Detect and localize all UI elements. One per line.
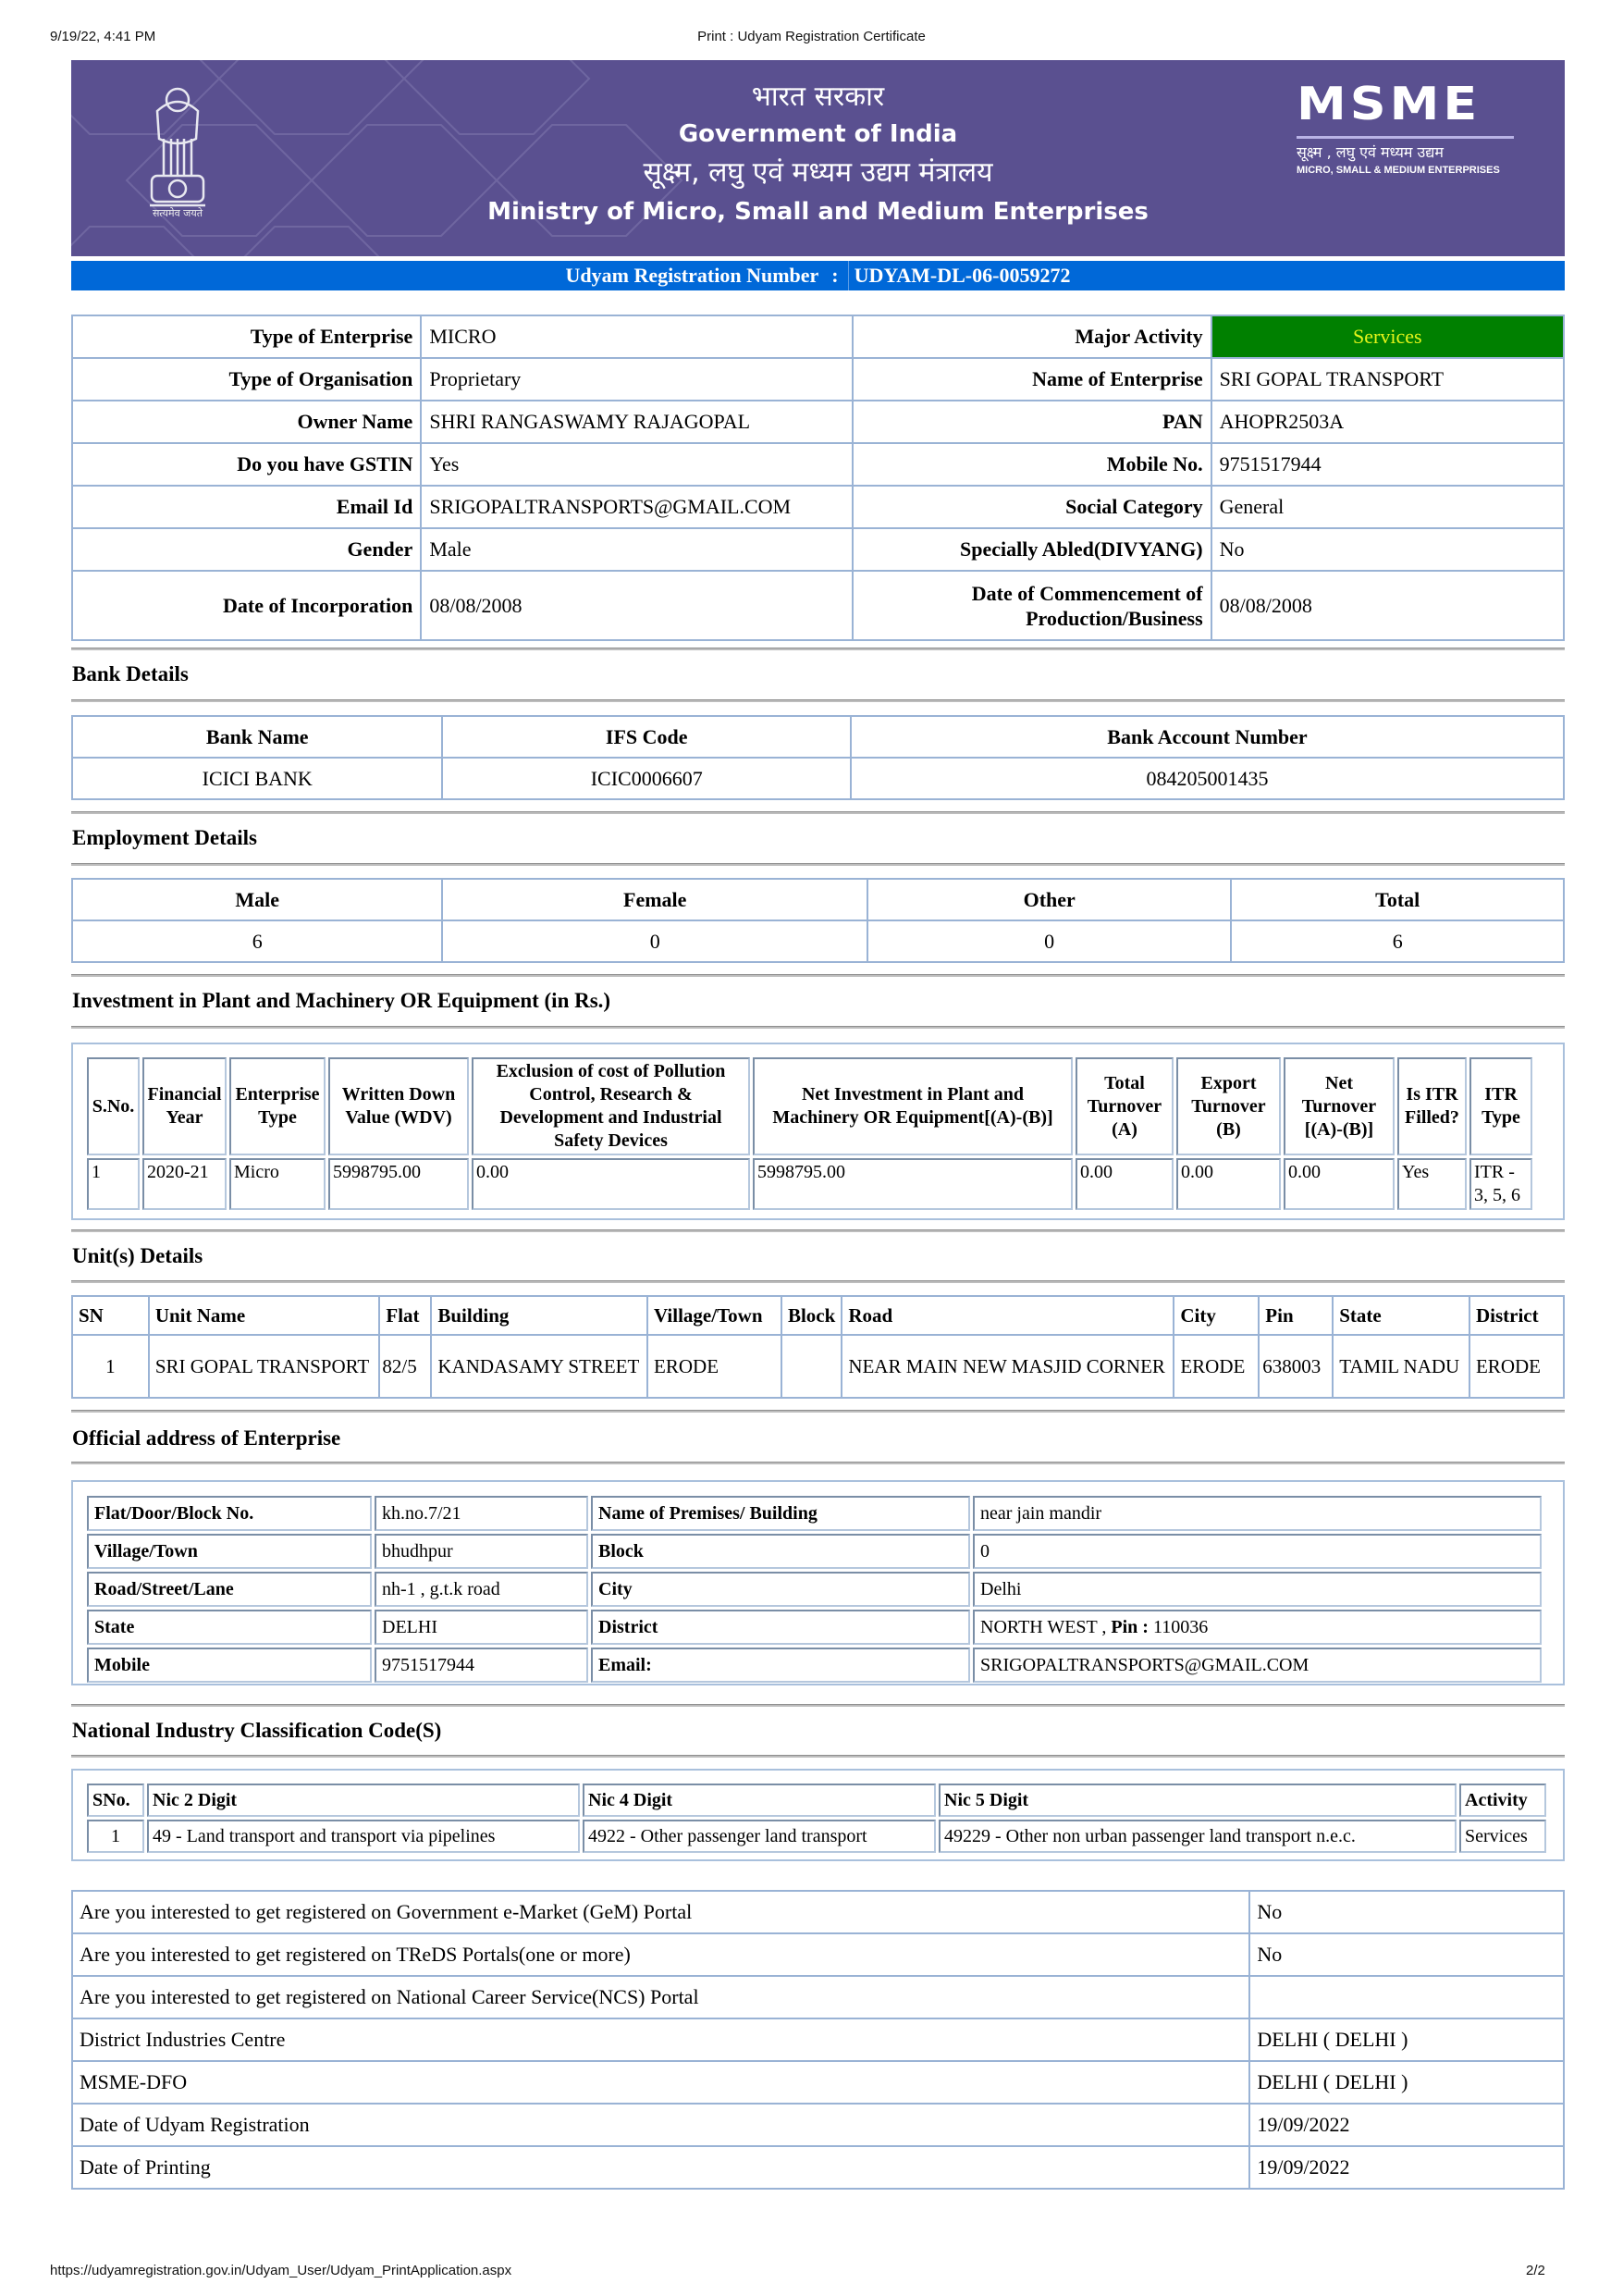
field-value: MICRO xyxy=(421,315,853,358)
field-label: Name of Enterprise xyxy=(853,358,1211,401)
column-header: Bank Name xyxy=(72,716,442,758)
banner-hindi-title: भारत सरकार xyxy=(751,80,885,113)
female-count: 0 xyxy=(442,920,867,962)
field-label: Email: xyxy=(591,1648,970,1683)
divider xyxy=(71,863,1565,866)
table-row xyxy=(87,1820,1546,1853)
table-row xyxy=(72,358,1564,401)
field-label: District xyxy=(591,1610,970,1645)
print-url: https://udyamregistration.gov.in/Udyam_User/Udyam_PrintApplication.aspx xyxy=(50,2263,512,2278)
pin-label: Pin : xyxy=(1111,1616,1149,1637)
cell-itr-filed: Yes xyxy=(1397,1158,1467,1210)
question-label: Are you interested to get registered on National Career Service(NCS) Portal xyxy=(72,1976,1249,2018)
field-value: Proprietary xyxy=(421,358,853,401)
section-title-units: Unit(s) Details xyxy=(72,1244,203,1267)
field-value: 9751517944 xyxy=(375,1648,588,1683)
section-title-employment: Employment Details xyxy=(72,826,257,849)
divider xyxy=(71,1410,1565,1413)
cell-block xyxy=(781,1335,842,1398)
field-label: MSME-DFO xyxy=(72,2061,1249,2104)
column-header: Building xyxy=(431,1296,647,1335)
cell-sno: 1 xyxy=(87,1158,140,1210)
table-header-row xyxy=(72,716,1564,758)
cell-activity: Services xyxy=(1459,1820,1546,1853)
official-address-table xyxy=(84,1493,1544,1685)
pin-value: 110036 xyxy=(1148,1616,1209,1637)
enterprise-details-table xyxy=(71,315,1565,641)
cell-building: KANDASAMY STREET xyxy=(431,1335,647,1398)
district-value: NORTH WEST , xyxy=(980,1616,1112,1637)
registration-number: UDYAM-DL-06-0059272 xyxy=(854,264,1071,287)
cell-city: ERODE xyxy=(1174,1335,1259,1398)
field-label: Date of Printing xyxy=(72,2146,1249,2189)
field-value: SHRI RANGASWAMY RAJAGOPAL xyxy=(421,401,853,443)
column-header: Is ITR Filled? xyxy=(1397,1057,1467,1155)
column-header: Flat xyxy=(379,1296,431,1335)
field-label: Road/Street/Lane xyxy=(87,1572,372,1607)
divider xyxy=(71,1755,1565,1758)
column-header: ITR Type xyxy=(1469,1057,1532,1155)
cell-itr-type: ITR - 3, 5, 6 xyxy=(1469,1158,1532,1210)
field-value: Male xyxy=(421,528,853,571)
column-header: State xyxy=(1333,1296,1469,1335)
banner-english-ministry: Ministry of Micro, Small and Medium Enterprises xyxy=(487,198,1149,226)
msme-logo-english: MICRO, SMALL & MEDIUM ENTERPRISES xyxy=(1297,165,1500,176)
registration-label: Udyam Registration Number xyxy=(565,264,819,287)
divider xyxy=(71,1229,1565,1232)
cell-district: ERODE xyxy=(1469,1335,1564,1398)
table-row xyxy=(72,1891,1564,1933)
cell-export-turnover: 0.00 xyxy=(1176,1158,1281,1210)
field-label: Mobile xyxy=(87,1648,372,1683)
column-header: City xyxy=(1174,1296,1259,1335)
field-value: 0 xyxy=(973,1534,1542,1569)
cell-financial-year: 2020-21 xyxy=(142,1158,227,1210)
print-title: Print : Udyam Registration Certificate xyxy=(697,29,926,44)
column-header: Road xyxy=(842,1296,1174,1335)
table-row xyxy=(72,486,1564,528)
divider xyxy=(71,648,1565,650)
page-number: 2/2 xyxy=(1526,2263,1545,2278)
field-value: SRIGOPALTRANSPORTS@GMAIL.COM xyxy=(973,1648,1542,1683)
column-header: SNo. xyxy=(87,1784,144,1817)
column-header: Nic 5 Digit xyxy=(939,1784,1457,1817)
column-header: Female xyxy=(442,879,867,920)
question-label: Are you interested to get registered on Government e-Market (GeM) Portal xyxy=(72,1891,1249,1933)
msme-logo-mark: MSME xyxy=(1297,78,1482,130)
field-label-line: Date of Commencement of xyxy=(971,581,1203,605)
column-header: Unit Name xyxy=(149,1296,380,1335)
field-label: Do you have GSTIN xyxy=(72,443,421,486)
column-header: SN xyxy=(72,1296,149,1335)
section-title-address: Official address of Enterprise xyxy=(72,1426,341,1450)
bank-details-table xyxy=(71,715,1565,800)
table-row xyxy=(87,1496,1542,1531)
field-label: City xyxy=(591,1572,970,1607)
cell-village: ERODE xyxy=(647,1335,781,1398)
table-row xyxy=(72,443,1564,486)
field-value: Delhi xyxy=(973,1572,1542,1607)
cell-nic2: 49 - Land transport and transport via pipelines xyxy=(147,1820,580,1853)
question-label: Are you interested to get registered on TReDS Portals(one or more) xyxy=(72,1933,1249,1976)
msme-logo-rule xyxy=(1297,136,1514,139)
table-row xyxy=(87,1572,1542,1607)
table-row xyxy=(72,1976,1564,2018)
field-label: Owner Name xyxy=(72,401,421,443)
column-header: Total xyxy=(1231,879,1564,920)
cell-total-turnover: 0.00 xyxy=(1076,1158,1174,1210)
table-row xyxy=(72,920,1564,962)
field-label: District Industries Centre xyxy=(72,2018,1249,2061)
banner-hindi-ministry: सूक्ष्म, लघु एवं मध्यम उद्यम मंत्रालय xyxy=(643,156,993,189)
table-header-row xyxy=(72,1296,1564,1335)
column-header: Other xyxy=(867,879,1232,920)
table-row xyxy=(72,758,1564,799)
table-row xyxy=(87,1158,1532,1210)
divider xyxy=(71,1280,1565,1283)
table-row xyxy=(72,2146,1564,2189)
column-header: Pin xyxy=(1259,1296,1333,1335)
table-row xyxy=(72,1335,1564,1398)
table-row xyxy=(72,571,1564,640)
field-value: kh.no.7/21 xyxy=(375,1496,588,1531)
field-label: State xyxy=(87,1610,372,1645)
column-header: Net Investment in Plant and Machinery OR Equipment[(A)-(B)] xyxy=(753,1057,1073,1155)
table-header-row xyxy=(87,1057,1532,1155)
field-value: No xyxy=(1211,528,1564,571)
cell-net-turnover: 0.00 xyxy=(1284,1158,1395,1210)
table-row xyxy=(87,1610,1542,1645)
column-header: Nic 4 Digit xyxy=(583,1784,936,1817)
column-header: District xyxy=(1469,1296,1564,1335)
column-header: Exclusion of cost of Pollution Control, Research & Development and Industrial Safety Devices xyxy=(472,1057,750,1155)
msme-logo xyxy=(1297,79,1532,178)
registration-separator: : xyxy=(831,264,839,287)
table-row xyxy=(72,401,1564,443)
cell-road: NEAR MAIN NEW MASJID CORNER xyxy=(842,1335,1174,1398)
table-row xyxy=(72,2061,1564,2104)
print-datetime: 9/19/22, 4:41 PM xyxy=(50,29,156,44)
column-header: S.No. xyxy=(87,1057,140,1155)
msme-logo-hindi: सूक्ष्म , लघु एवं मध्यम उद्यम xyxy=(1297,143,1444,161)
bank-name: ICICI BANK xyxy=(72,758,442,799)
nic-box xyxy=(71,1769,1565,1861)
nic-table xyxy=(84,1781,1549,1856)
field-label: Major Activity xyxy=(853,315,1211,358)
column-header: Written Down Value (WDV) xyxy=(328,1057,469,1155)
field-label xyxy=(853,571,1211,640)
section-title-bank: Bank Details xyxy=(72,662,189,685)
field-label: Name of Premises/ Building xyxy=(591,1496,970,1531)
field-value: near jain mandir xyxy=(973,1496,1542,1531)
table-row xyxy=(72,1933,1564,1976)
column-header: Male xyxy=(72,879,442,920)
field-label: Type of Enterprise xyxy=(72,315,421,358)
registration-number-bar xyxy=(71,261,1565,290)
section-title-investment: Investment in Plant and Machinery OR Equipment (in Rs.) xyxy=(72,989,611,1012)
field-label: Flat/Door/Block No. xyxy=(87,1496,372,1531)
field-label: PAN xyxy=(853,401,1211,443)
cell-pin: 638003 xyxy=(1259,1335,1333,1398)
field-label-line: Production/Business xyxy=(1026,606,1203,630)
table-row xyxy=(72,528,1564,571)
field-value: 08/08/2008 xyxy=(1211,571,1564,640)
cell-sn: 1 xyxy=(72,1335,149,1398)
cell-unit-name: SRI GOPAL TRANSPORT xyxy=(149,1335,380,1398)
field-value: DELHI ( DELHI ) xyxy=(1249,2061,1564,2104)
investment-box xyxy=(71,1043,1565,1220)
divider xyxy=(71,1026,1565,1029)
divider xyxy=(71,699,1565,702)
answer-value xyxy=(1249,1976,1564,2018)
investment-table xyxy=(84,1055,1535,1213)
field-value: 9751517944 xyxy=(1211,443,1564,486)
field-label: Specially Abled(DIVYANG) xyxy=(853,528,1211,571)
field-value: 19/09/2022 xyxy=(1249,2146,1564,2189)
divider xyxy=(71,974,1565,977)
employment-table xyxy=(71,878,1565,963)
table-row xyxy=(72,2104,1564,2146)
field-label: Village/Town xyxy=(87,1534,372,1569)
field-value xyxy=(973,1610,1542,1645)
divider xyxy=(71,1462,1565,1464)
major-activity-badge: Services xyxy=(1211,315,1564,358)
field-value: nh-1 , g.t.k road xyxy=(375,1572,588,1607)
field-value: Yes xyxy=(421,443,853,486)
field-value: SRI GOPAL TRANSPORT xyxy=(1211,358,1564,401)
column-header: Block xyxy=(781,1296,842,1335)
emblem-caption: सत्यमेव जयते xyxy=(152,207,203,219)
ministry-banner xyxy=(71,60,1565,256)
male-count: 6 xyxy=(72,920,442,962)
cell-net-investment: 5998795.00 xyxy=(753,1158,1073,1210)
divider xyxy=(71,811,1565,814)
column-header: Financial Year xyxy=(142,1057,227,1155)
field-label: Mobile No. xyxy=(853,443,1211,486)
cell-nic4: 4922 - Other passenger land transport xyxy=(583,1820,936,1853)
column-header: Export Turnover (B) xyxy=(1176,1057,1281,1155)
column-header: Net Turnover [(A)-(B)] xyxy=(1284,1057,1395,1155)
field-value: SRIGOPALTRANSPORTS@GMAIL.COM xyxy=(421,486,853,528)
cell-state: TAMIL NADU xyxy=(1333,1335,1469,1398)
column-header: Nic 2 Digit xyxy=(147,1784,580,1817)
total-count: 6 xyxy=(1231,920,1564,962)
field-value: bhudhpur xyxy=(375,1534,588,1569)
column-header: IFS Code xyxy=(442,716,851,758)
cell-flat: 82/5 xyxy=(379,1335,431,1398)
other-details-table xyxy=(71,1890,1565,2190)
field-label: Date of Udyam Registration xyxy=(72,2104,1249,2146)
table-row xyxy=(87,1534,1542,1569)
field-label: Date of Incorporation xyxy=(72,571,421,640)
field-value: General xyxy=(1211,486,1564,528)
column-header: Total Turnover (A) xyxy=(1076,1057,1174,1155)
column-header: Village/Town xyxy=(647,1296,781,1335)
field-value: DELHI xyxy=(375,1610,588,1645)
field-label: Social Category xyxy=(853,486,1211,528)
field-label: Gender xyxy=(72,528,421,571)
table-row xyxy=(87,1648,1542,1683)
registration-divider xyxy=(848,261,849,290)
address-box xyxy=(71,1480,1565,1685)
answer-value: No xyxy=(1249,1891,1564,1933)
field-label: Type of Organisation xyxy=(72,358,421,401)
field-label: Block xyxy=(591,1534,970,1569)
other-count: 0 xyxy=(867,920,1232,962)
field-value: DELHI ( DELHI ) xyxy=(1249,2018,1564,2061)
table-row xyxy=(72,315,1564,358)
cell-nic5: 49229 - Other non urban passenger land transport n.e.c. xyxy=(939,1820,1457,1853)
units-table xyxy=(71,1295,1565,1399)
cell-exclusion: 0.00 xyxy=(472,1158,750,1210)
field-value: 19/09/2022 xyxy=(1249,2104,1564,2146)
cell-wdv: 5998795.00 xyxy=(328,1158,469,1210)
table-header-row xyxy=(72,879,1564,920)
column-header: Activity xyxy=(1459,1784,1546,1817)
divider xyxy=(71,1704,1565,1707)
column-header: Bank Account Number xyxy=(851,716,1564,758)
column-header: Enterprise Type xyxy=(229,1057,326,1155)
cell-enterprise-type: Micro xyxy=(229,1158,326,1210)
field-label: Email Id xyxy=(72,486,421,528)
account-number: 084205001435 xyxy=(851,758,1564,799)
table-row xyxy=(72,2018,1564,2061)
section-title-nic: National Industry Classification Code(S) xyxy=(72,1719,442,1742)
table-header-row xyxy=(87,1784,1546,1817)
answer-value: No xyxy=(1249,1933,1564,1976)
ifsc-code: ICIC0006607 xyxy=(442,758,851,799)
cell-sno: 1 xyxy=(87,1820,144,1853)
field-value: 08/08/2008 xyxy=(421,571,853,640)
field-value: AHOPR2503A xyxy=(1211,401,1564,443)
banner-english-title: Government of India xyxy=(678,120,958,148)
